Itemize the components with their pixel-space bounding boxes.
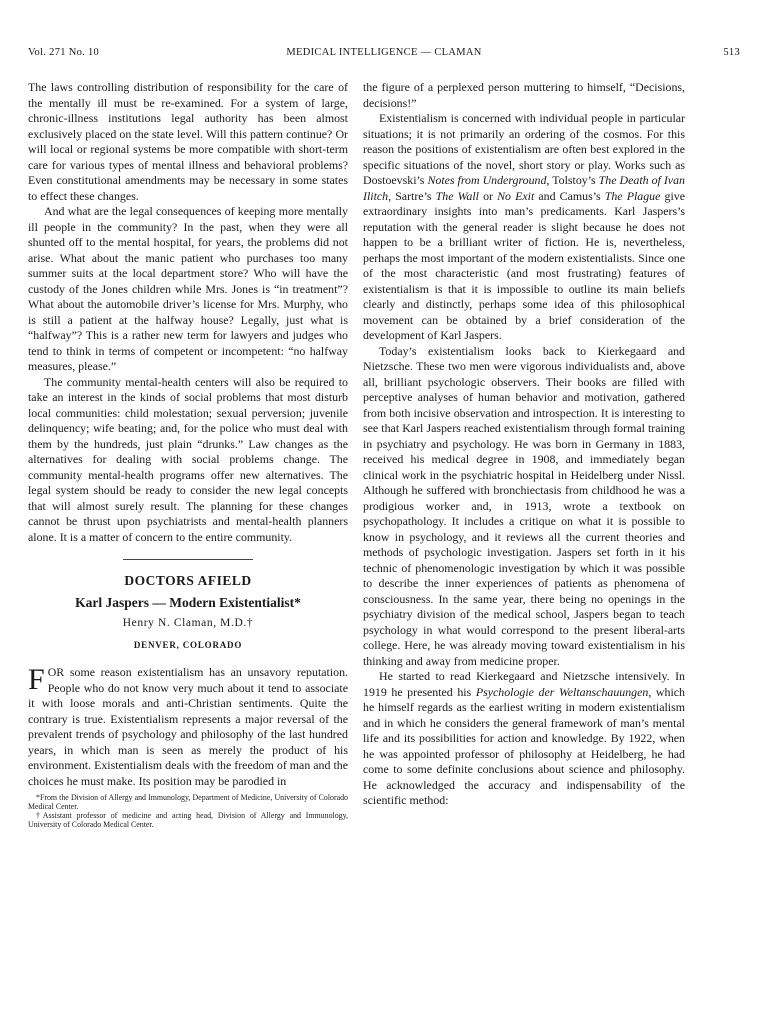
running-header	[28, 47, 740, 61]
section-title: DOCTORS AFIELD	[124, 573, 252, 588]
footnotes	[28, 793, 348, 829]
section-divider	[123, 559, 253, 560]
article-author: Henry N. Claman, M.D.†	[122, 617, 254, 629]
volume-issue: Vol. 271 No. 10	[28, 47, 100, 58]
left-column	[28, 80, 348, 829]
book-title: Psychologie der Weltanschauungen,	[475, 684, 652, 699]
text-run: give extraordinary insights into man’s predicaments. Karl Jaspers’s reputation with the general reader is slight because he does not happen to be a brilliant writer of fiction. He is, nevertheless, perhaps the most important of the modern existentialists. Since one of the most characteristic (and most frustrating) features of existentialism is that it is impossible to outline its main beliefs clearly and distinctly, perhaps some idea of this philosophical movement can be obtained by a brief consideration of the development of Karl Jaspers.	[363, 188, 685, 342]
article-intro	[28, 665, 348, 789]
text-run: Sartre’s	[391, 188, 436, 203]
author-location: DENVER, COLORADO	[133, 639, 243, 650]
text-run: Tolstoy’s	[549, 173, 599, 187]
text-run: and Camus’s	[534, 188, 605, 203]
text-run: Existentialism is concerned with individual people in particular situations; it is not primarily an ordering of the cosmos. For this reason the positions of existentialism are often best explored in the specific situations of the novel, short story or play. Works such as Dostoevski’s	[363, 111, 685, 187]
book-title: The Death of Ivan Ilitch,	[363, 173, 685, 203]
running-title: MEDICAL INTELLIGENCE — CLAMAN	[286, 47, 482, 58]
book-title: The Plague	[604, 188, 661, 203]
paragraph: And what are the legal consequences of keeping more mentally ill people in the community? In the past, when they were all shunted off to the mental hospital, for years, the problems did not arise. What about the manic patient who purchases too many summer suits at the local department store? Who will have the custody of the Jones children while Mrs. Jones is “in treatment”? What about the automobile driver’s license for Mrs. Murphy, who is still a patient at the halfway house? Legally, just what is “halfway”? This is a rather new term for lawyers and judges who tend to think in terms of competent or incompetent: “no halfway measures, please.”	[28, 204, 348, 373]
book-title: Notes from Underground,	[427, 173, 550, 187]
drop-cap: F	[28, 663, 45, 696]
footnote: †Assistant professor of medicine and acting head, Division of Allergy and Immunology, University of Colorado Medical Center.	[28, 811, 348, 829]
page-number: 513	[723, 47, 740, 58]
paragraph: Today’s existentialism looks back to Kierkegaard and Nietzsche. These two men were vigorous individualists and, above all, brilliant psychologic observers. Their books are filled with perceptive analyses of human behavior and motivation, gathered from both incisive observation and introspection. It is interesting to see that Karl Jaspers reached existentialism through formal training in psychiatry and psychology. He was born in Germany in 1883, received his medical degree in 1908, and immediately began clinical work in the psychiatric hospital in Heidelberg under Nissl. Although he suffered with bronchiectasis from childhood he was a prodigious worker and, in 1913, wrote a textbook on psychopathology. It includes a critique on what it is possible to know in psychology, and it reviews all the current theories and methods of psychologic investigation. Jaspers set forth in it his technic of phenomenologic investigation by which it was possible to describe the inner experiences of patients as phenomena of consciousness. In the same year, there being no openings in the psychiatry division of the medical school, Jaspers began to teach psychology in what would correspond to the present liberal-arts college. Here, he was already moving toward existentialism in his thinking and away from medicine proper.	[363, 343, 685, 668]
book-title: No Exit	[497, 188, 535, 203]
text-run: He started to read Kierkegaard and Nietzsche intensively. In 1919 he presented his	[363, 669, 685, 699]
footnote: *From the Division of Allergy and Immunology, Department of Medicine, University of Colorado Medical Center.	[28, 793, 348, 811]
paragraph	[363, 111, 685, 344]
right-column	[363, 80, 685, 809]
intro-text: OR some reason existentialism has an unsavory reputation. People who do not know very much about it tend to associate it with loose morals and anti-Christian sentiments. Quite the contrary is true. Existentialism represents a major reversal of the prevalent trends of psychology and philosophy of the last hundred years, in which man is seen as merely the product of his environment. Existentialism deals with the freedom of man and the choices he must make. Its position may be parodied in	[28, 665, 348, 788]
paragraph: the figure of a perplexed person muttering to himself, “Decisions, decisions!”	[363, 80, 685, 110]
text-run: or	[478, 188, 498, 203]
text-run: which he himself regards as the earliest writing in modern existentialism and in which he considers the general framework of man’s mental life and its possibilities for action and knowledge. By 1922, when he was appointed professor of philosophy at Heidelberg, he had come to some definite conclusions about science and philosophy. He acknowledged the accuracy and indispensability of the scientific method:	[363, 684, 685, 807]
paragraph: The community mental-health centers will also be required to take an interest in the kinds of social problems that most disturb local communities: child molestation; sexual perversion; juvenile delinquency; wife beating; and, for the police who must deal with them by the hundreds, just plain “drunks.” Law changes as the alternatives for dealing with social problems change. The community mental-health programs offer new alternatives. The legal system should be ready to consider the new legal concepts that will almost surely result. The planning for these changes cannot be thrust upon psychiatrists and mental-health planners alone. It is a matter of concern to the entire community.	[28, 374, 348, 544]
paragraph	[363, 669, 685, 809]
article-title: Karl Jaspers — Modern Existentialist*	[75, 594, 301, 610]
paragraph: The laws controlling distribution of responsibility for the care of the mentally ill must be re-examined. For a system of large, chronic-illness institutions legal authority has been almost exclusively placed on the state level. Will this pattern continue? Or will local or regional systems be more compatible with short-term care for various types of mental illness and behavioral problems? Even constitutional amendments may be necessary in some states to effect these changes.	[28, 80, 348, 203]
book-title: The Wall	[435, 188, 479, 203]
